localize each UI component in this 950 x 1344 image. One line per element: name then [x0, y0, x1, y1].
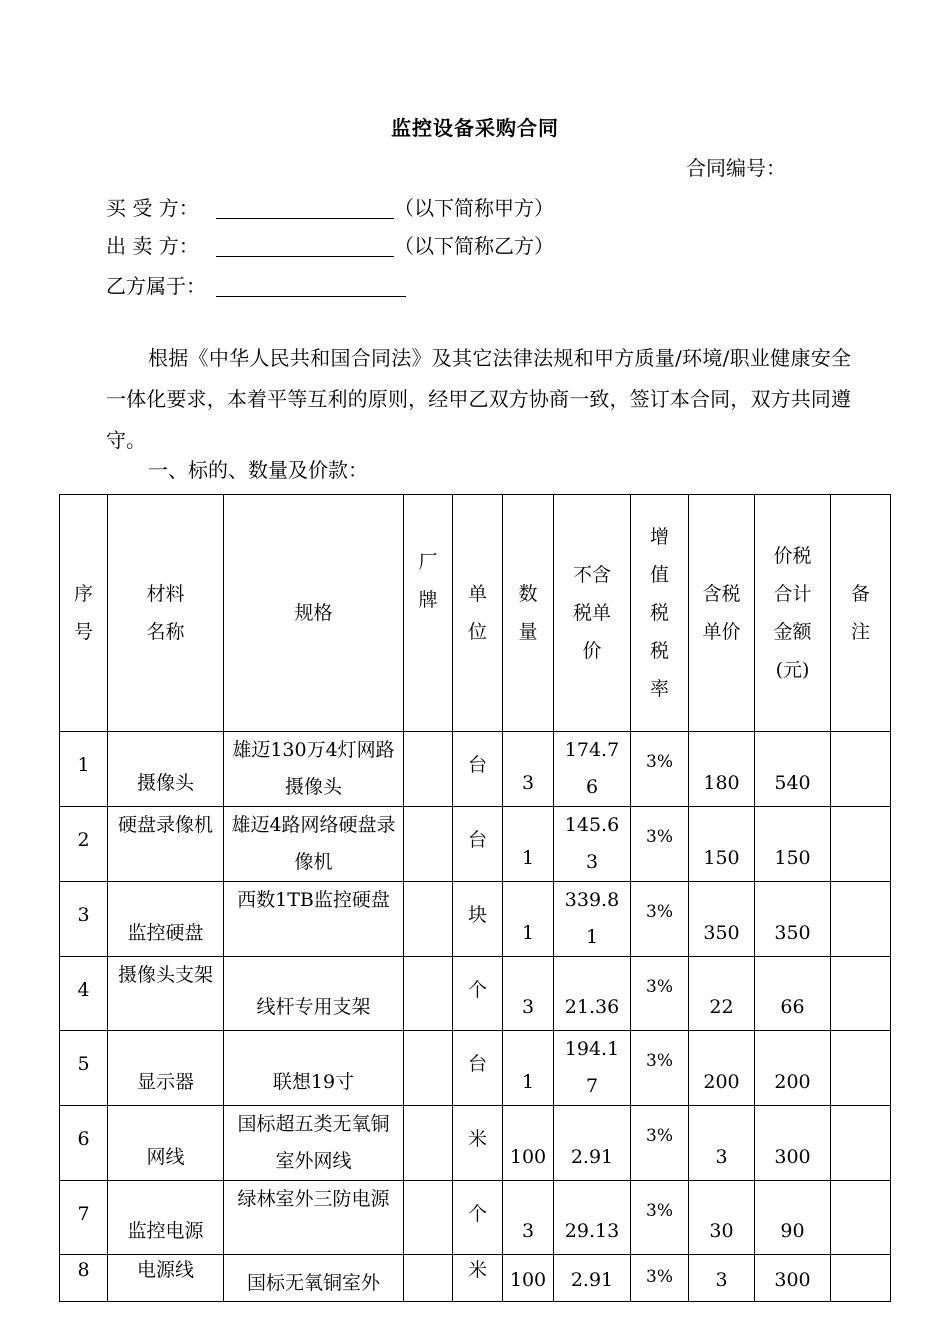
header-name: 材料名称 [108, 495, 224, 732]
cell-brand [404, 957, 453, 1031]
cell-vat: 3% [631, 882, 689, 957]
cell-qty: 3 [503, 957, 554, 1031]
cell-name: 电源线 [108, 1255, 224, 1302]
cell-seq: 5 [60, 1031, 108, 1106]
cell-brand [404, 1255, 453, 1302]
seller-blank[interactable] [216, 236, 394, 257]
header-vat: 增值税税率 [631, 495, 689, 732]
header-total: 价税合计金额(元) [755, 495, 831, 732]
cell-spec: 雄迈4路网络硬盘录像机 [224, 807, 404, 882]
cell-price-ex: 21.36 [554, 957, 631, 1031]
header-seq: 序号 [60, 495, 108, 732]
header-note: 备注 [831, 495, 891, 732]
cell-spec: 线杆专用支架 [224, 957, 404, 1031]
cell-unit: 个 [453, 957, 503, 1031]
cell-price-in: 22 [689, 957, 755, 1031]
header-brand: 厂牌 [404, 495, 453, 732]
cell-price-ex: 145.63 [554, 807, 631, 882]
cell-name: 监控电源 [108, 1181, 224, 1255]
cell-total: 90 [755, 1181, 831, 1255]
cell-seq: 7 [60, 1181, 108, 1255]
cell-total: 540 [755, 732, 831, 807]
seller-suffix: （以下简称乙方） [394, 234, 554, 258]
cell-unit: 块 [453, 882, 503, 957]
cell-vat: 3% [631, 1181, 689, 1255]
cell-note [831, 1031, 891, 1106]
cell-price-ex: 2.91 [554, 1255, 631, 1302]
cell-name: 摄像头支架 [108, 957, 224, 1031]
cell-qty: 1 [503, 807, 554, 882]
cell-seq: 4 [60, 957, 108, 1031]
cell-total: 66 [755, 957, 831, 1031]
cell-total: 200 [755, 1031, 831, 1106]
header-qty: 数量 [503, 495, 554, 732]
cell-brand [404, 1181, 453, 1255]
table-row [60, 882, 891, 957]
cell-seq: 1 [60, 732, 108, 807]
cell-price-in: 350 [689, 882, 755, 957]
cell-total: 150 [755, 807, 831, 882]
seller-type-blank[interactable] [216, 276, 406, 297]
seller-type-label: 乙方属于： [106, 274, 206, 298]
cell-name: 硬盘录像机 [108, 807, 224, 882]
cell-unit: 台 [453, 1031, 503, 1106]
seller-type-line [106, 270, 406, 299]
cell-seq: 2 [60, 807, 108, 882]
cell-price-in: 150 [689, 807, 755, 882]
header-spec: 规格 [224, 495, 404, 732]
buyer-blank[interactable] [216, 198, 394, 219]
seller-line [106, 230, 554, 259]
cell-name: 摄像头 [108, 732, 224, 807]
cell-note [831, 732, 891, 807]
cell-price-in: 180 [689, 732, 755, 807]
cell-note [831, 1255, 891, 1302]
table-row [60, 807, 891, 882]
cell-note [831, 1106, 891, 1181]
cell-qty: 1 [503, 882, 554, 957]
cell-vat: 3% [631, 807, 689, 882]
header-price-in: 含税单价 [689, 495, 755, 732]
cell-name: 显示器 [108, 1031, 224, 1106]
table-row [60, 957, 891, 1031]
cell-spec: 国标超五类无氧铜室外网线 [224, 1106, 404, 1181]
cell-price-ex: 339.81 [554, 882, 631, 957]
table-row [60, 732, 891, 807]
cell-qty: 100 [503, 1255, 554, 1302]
section-heading: 一、标的、数量及价款： [148, 458, 368, 482]
cell-spec: 国标无氧铜室外 [224, 1255, 404, 1302]
cell-note [831, 882, 891, 957]
cell-qty: 1 [503, 1031, 554, 1106]
cell-spec: 西数1TB监控硬盘 [224, 882, 404, 957]
cell-unit: 米 [453, 1106, 503, 1181]
cell-vat: 3% [631, 957, 689, 1031]
cell-vat: 3% [631, 1106, 689, 1181]
cell-qty: 3 [503, 1181, 554, 1255]
cell-price-ex: 2.91 [554, 1106, 631, 1181]
cell-vat: 3% [631, 1255, 689, 1302]
cell-brand [404, 807, 453, 882]
cell-brand [404, 1031, 453, 1106]
cell-brand [404, 732, 453, 807]
cell-vat: 3% [631, 732, 689, 807]
table-row [60, 1106, 891, 1181]
cell-spec: 绿林室外三防电源 [224, 1181, 404, 1255]
cell-price-in: 30 [689, 1181, 755, 1255]
cell-price-in: 3 [689, 1255, 755, 1302]
items-table [59, 494, 891, 1302]
cell-spec: 雄迈130万4灯网路摄像头 [224, 732, 404, 807]
table-row [60, 1181, 891, 1255]
cell-total: 350 [755, 882, 831, 957]
cell-price-in: 3 [689, 1106, 755, 1181]
cell-brand [404, 882, 453, 957]
cell-price-ex: 29.13 [554, 1181, 631, 1255]
cell-seq: 3 [60, 882, 108, 957]
cell-seq: 8 [60, 1255, 108, 1302]
cell-price-in: 200 [689, 1031, 755, 1106]
header-unit: 单位 [453, 495, 503, 732]
cell-note [831, 1181, 891, 1255]
buyer-line [106, 192, 554, 221]
seller-label: 出 卖 方： [106, 234, 199, 258]
cell-brand [404, 1106, 453, 1181]
cell-price-ex: 194.17 [554, 1031, 631, 1106]
cell-unit: 台 [453, 732, 503, 807]
cell-total: 300 [755, 1106, 831, 1181]
cell-unit: 个 [453, 1181, 503, 1255]
cell-qty: 100 [503, 1106, 554, 1181]
cell-seq: 6 [60, 1106, 108, 1181]
contract-number-label: 合同编号： [686, 156, 786, 180]
cell-spec: 联想19寸 [224, 1031, 404, 1106]
cell-note [831, 957, 891, 1031]
cell-total: 300 [755, 1255, 831, 1302]
cell-price-ex: 174.76 [554, 732, 631, 807]
cell-name: 监控硬盘 [108, 882, 224, 957]
table-row [60, 1031, 891, 1106]
intro-paragraph: 根据《中华人民共和国合同法》及其它法律法规和甲方质量/环境/职业健康安全一体化要求，本着平等互利的原则，经甲乙双方协商一致，签订本合同，双方共同遵守。 [106, 346, 851, 452]
cell-note [831, 807, 891, 882]
table-row [60, 1255, 891, 1302]
cell-name: 网线 [108, 1106, 224, 1181]
cell-vat: 3% [631, 1031, 689, 1106]
cell-unit: 米 [453, 1255, 503, 1302]
table-header-row [60, 495, 891, 732]
header-price-ex: 不含税单价 [554, 495, 631, 732]
buyer-label: 买 受 方： [106, 196, 199, 220]
cell-qty: 3 [503, 732, 554, 807]
document-title: 监控设备采购合同 [391, 116, 559, 140]
buyer-suffix: （以下简称甲方） [394, 196, 554, 220]
cell-unit: 台 [453, 807, 503, 882]
